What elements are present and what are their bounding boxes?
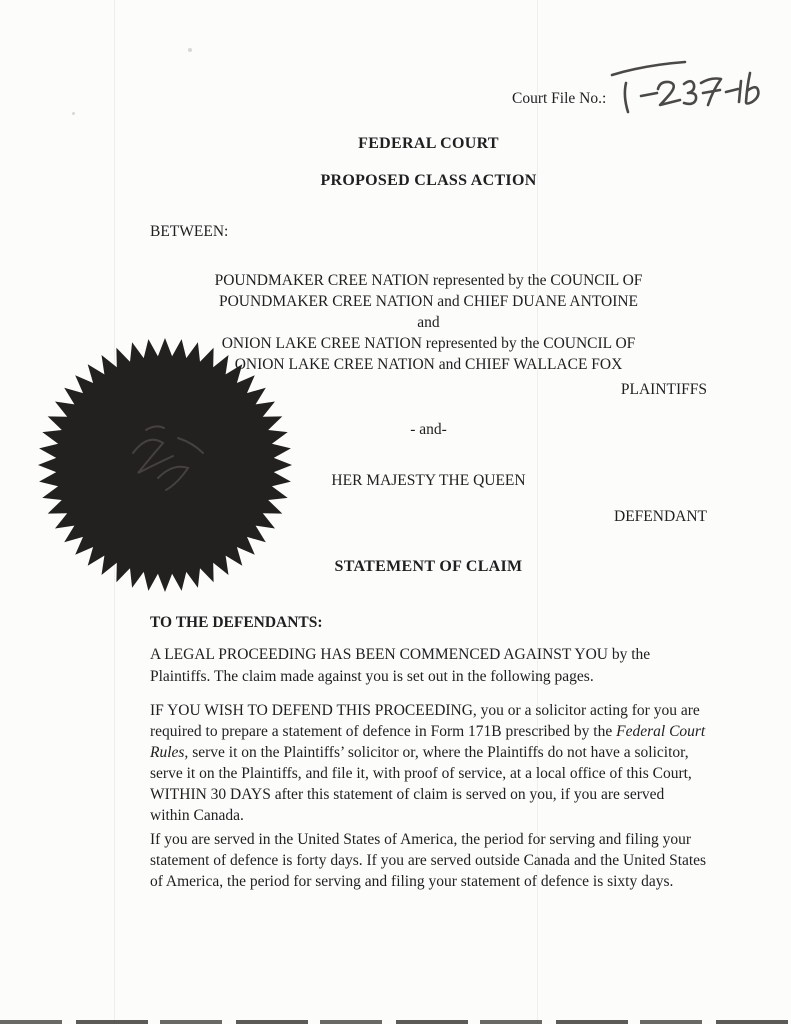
between-label: BETWEEN: [150,223,229,240]
plaintiff-line: POUNDMAKER CREE NATION and CHIEF DUANE ANTOINE [218,293,639,310]
plaintiff-line: ONION LAKE CREE NATION and CHIEF WALLACE FOX [234,356,623,373]
notice-paragraph-3: If you are served in the United States of America, the period for serving and filing your statement of defence is forty days. If you are served outside Canada and the United States of America, the period for serving and filing your statement of defence is sixty days. [150,831,707,890]
statement-of-claim-heading: STATEMENT OF CLAIM [334,558,523,575]
court-file-line [512,88,606,110]
scan-speck [188,48,192,52]
court-file-label: Court File No.: [512,90,607,107]
federal-court-rules-citation: Federal Court Rules, [150,723,706,761]
plaintiff-line: and [417,314,440,331]
defendant-name: HER MAJESTY THE QUEEN [331,472,526,489]
scan-speck [72,112,75,115]
plaintiff-line: ONION LAKE CREE NATION represented by the COUNCIL OF [221,335,636,352]
to-the-defendants-heading: TO THE DEFENDANTS: [150,614,323,631]
plaintiffs-label: PLAINTIFFS [620,381,707,398]
and-separator: - and- [410,421,447,438]
proceeding-type-heading: PROPOSED CLASS ACTION [320,172,537,189]
court-seal-stamp [38,338,292,592]
notice-paragraph-1: A LEGAL PROCEEDING HAS BEEN COMMENCED AGAINST YOU by the Plaintiffs. The claim made against you is set out in the following pages. [150,646,651,685]
notice-paragraph-2 [150,700,707,826]
scan-bottom-edge-artifact [0,1020,791,1024]
defendant-label: DEFENDANT [614,508,707,525]
paragraph-2-text: serve it on the Plaintiffs’ solicitor or, where the Plaintiffs do not have a solicitor, serve it on the Plaintiffs, and file it, with proof of service, at a local office of this Court, WITHIN 30 DAYS after this statement of claim is served on you, if you are served within Canada. [150,744,692,824]
plaintiff-line: POUNDMAKER CREE NATION represented by the COUNCIL OF [214,272,643,289]
paragraph-2-text: IF YOU WISH TO DEFEND THIS PROCEEDING, you or a solicitor acting for you are required to prepare a statement of defence in Form 171B prescribed by the [150,702,700,740]
page-title: FEDERAL COURT [358,135,499,152]
court-file-number-handwriting [600,54,791,118]
